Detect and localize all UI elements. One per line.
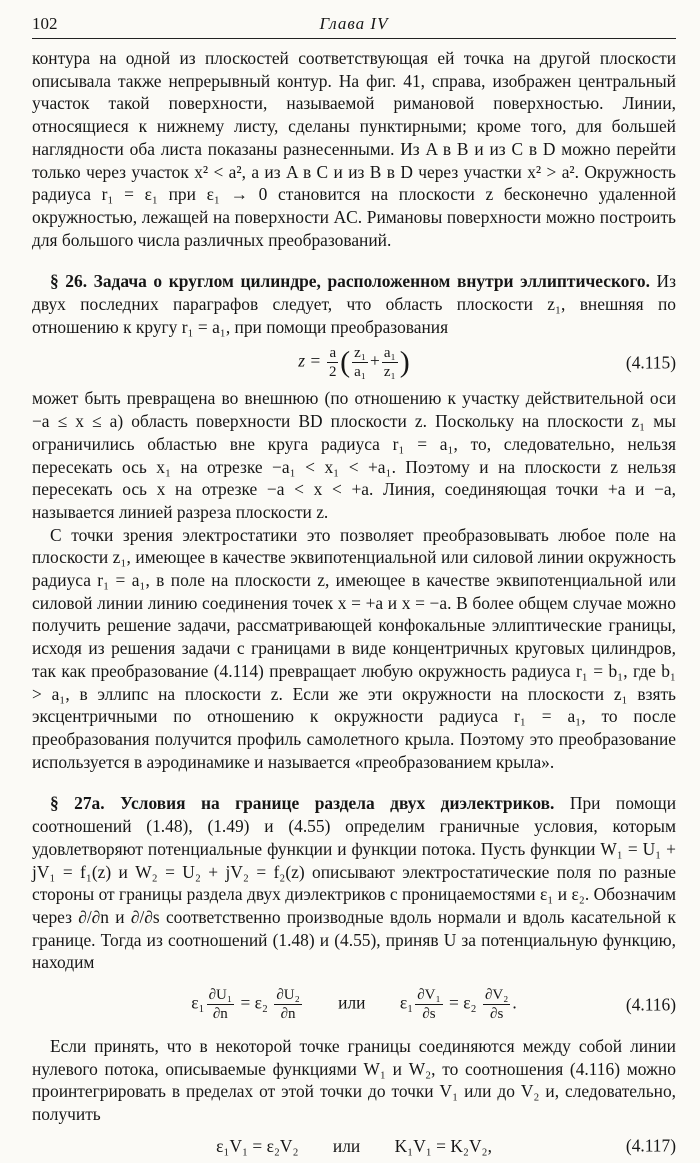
eq115-lhs: z = xyxy=(298,350,322,371)
paragraph-electrostatics: С точки зрения электростатики это позволяет преобразовывать любое поле на плоскости z₁, имеющее в качестве эквипотенциальной или силовой линии окружность радиуса r₁ = a₁, в поле на плоскости z, имеющее в качестве эквипотенциальной или силовой линии линию соединения точек x = +a и x = −a. В более общем случае можно получить решение задачи, рассматривающей конфокальные эллиптические границы, исходя из решения задачи с границами в виде концентричных круговых цилиндров, так как преобразование (4.114) превращает любую окружность радиуса r₁ = b₁, где b₁ > a₁, в эллипс на плоскости z. Если же эти окружности на плоскости z₁ взять эксцентричными по отношению к окружности радиуса r₁ = a₁, то после преобразования получится профиль самолетного крыла. Поэтому это преобразование используется в аэродинамике и называется «преобразованием крыла». xyxy=(32,524,676,772)
paragraph-riemann-surface: контура на одной из плоскостей соответствующая ей точка на другой плоскости описывала также непрерывный контур. На фиг. 41, справа, изображен центральный участок такой поверхности, называемой римановой поверхностью. Линии, относящиеся к нижнему листу, сделаны пунктирными; кроме того, для большей наглядности оба листа показаны разнесенными. Из A в B и из C в D можно перейти только через участок x² < a², а из A в C и из B в D через участки x² > a². Окружность радиуса r₁ = ε₁ при ε₁ → 0 становится на плоскости z бесконечно удаленной окружностью, лежащей на поверхности AC. Римановы поверхности можно построить для большого числа различных преобразований. xyxy=(32,48,676,250)
eq115-term1: $\frac{\text{z₁}}{\text{a₁}}$ xyxy=(354,345,367,381)
section-26 xyxy=(32,270,676,338)
equation-4-116: ε₁ $\frac{\text{∂U₁}}{\partial n}$ = ε₂ $\frac{\text{∂U₂}}{\partial n}$ или ε₁ $\frac{\text{∂V₁}}{\partial s}$ = ε₂ $\frac{\text{∂V₂}}{\partial s}$ . (4.116) xyxy=(191,987,676,1023)
book-page xyxy=(32,14,676,1163)
eq115-term2: $\frac{\text{a₁}}{\text{z₁}}$ xyxy=(383,345,396,381)
eq116-frac-v1: $\frac{\text{∂V₁}}{\partial s}$ xyxy=(417,987,441,1023)
eq116-frac-u1: $\frac{\text{∂U₁}}{\partial n}$ xyxy=(208,987,233,1023)
eq115-coef: $\frac{a}{2}$ xyxy=(329,345,337,381)
eq117-left: ε₁V₁ = ε₂V₂ xyxy=(216,1135,299,1156)
eq116-frac-v2: $\frac{\text{∂V₂}}{\partial s}$ xyxy=(484,987,509,1023)
eq116-or: или xyxy=(338,992,366,1013)
eq117-right: K₁V₁ = K₂V₂, xyxy=(394,1135,492,1156)
eq117-or: или xyxy=(332,1135,361,1156)
section-27a-title: § 27а. Условия на границе раздела двух диэлектриков. xyxy=(50,793,555,814)
equation-4-117 xyxy=(32,1136,676,1157)
running-head xyxy=(32,14,676,39)
section-26-title: § 26. Задача о круглом цилиндре, расположенном внутри эллиптического. xyxy=(50,271,650,292)
paragraph-integration: Если принять, что в некоторой точке границы соединяются между собой линии нулевого потока, описываемые функциями W₁ и W₂, то соотношения (4.116) можно проинтегрировать в пределах от этой точки до точки V₁ или до V₂ и, следовательно, получить xyxy=(32,1036,676,1125)
chapter-title: Глава IV xyxy=(319,14,389,33)
eq116-frac-u2: $\frac{\text{∂U₂}}{\partial n}$ xyxy=(276,987,300,1023)
eq116-number: (4.116) xyxy=(625,994,676,1015)
page-number: 102 xyxy=(32,14,58,33)
equation-4-115: z = $\frac{a}{2}$ ( $\frac{\text{z₁}}{\text{a₁}}$ + $\frac{\text{a₁}}{\text{z₁}}$ ) (4.115) xyxy=(298,345,676,381)
section-27a xyxy=(32,792,676,974)
paragraph-cut-line: может быть превращена во внешнюю (по отношению к участку действительной оси −a ≤ x ≤ a) область поверхности BD плоскости z. Поскольку на плоскости z₁ мы ограничились областью вне круга радиуса r₁ = a₁, то, следовательно, нельзя пересекать ось x₁ на отрезке −a₁ < x₁ < +a₁. Поэтому и на плоскости z нельзя пересекать ось x на отрезке −a < x < +a. Линия, соединяющая точки +a и −a, называется линией разреза плоскости z. xyxy=(32,388,676,522)
eq117-number: (4.117) xyxy=(625,1135,676,1156)
section-27a-text: При помощи соотношений (1.48), (1.49) и (4.55) определим граничные условия, которым удовлетворяют потенциальные функции и функции потока. Пусть функции W₁ = U₁ + jV₁ = f₁(z) и W₂ = U₂ + jV₂ = f₂(z) описывают электростатические поля по разные стороны от границы раздела двух диэлектриков с проницаемостями ε₁ и ε₂. Обозначим через ∂/∂n и ∂/∂s соответственно производные вдоль нормали и вдоль касательной к границе. Тогда из соотношений (1.48) и (4.55), приняв U за потенциальную функцию, находим xyxy=(32,793,676,973)
section-26-text: Из двух последних параграфов следует, что область плоскости z₁, внешняя по отношению к кругу r₁ = a₁, при помощи преобразования xyxy=(32,271,676,337)
eq115-number: (4.115) xyxy=(625,352,676,373)
